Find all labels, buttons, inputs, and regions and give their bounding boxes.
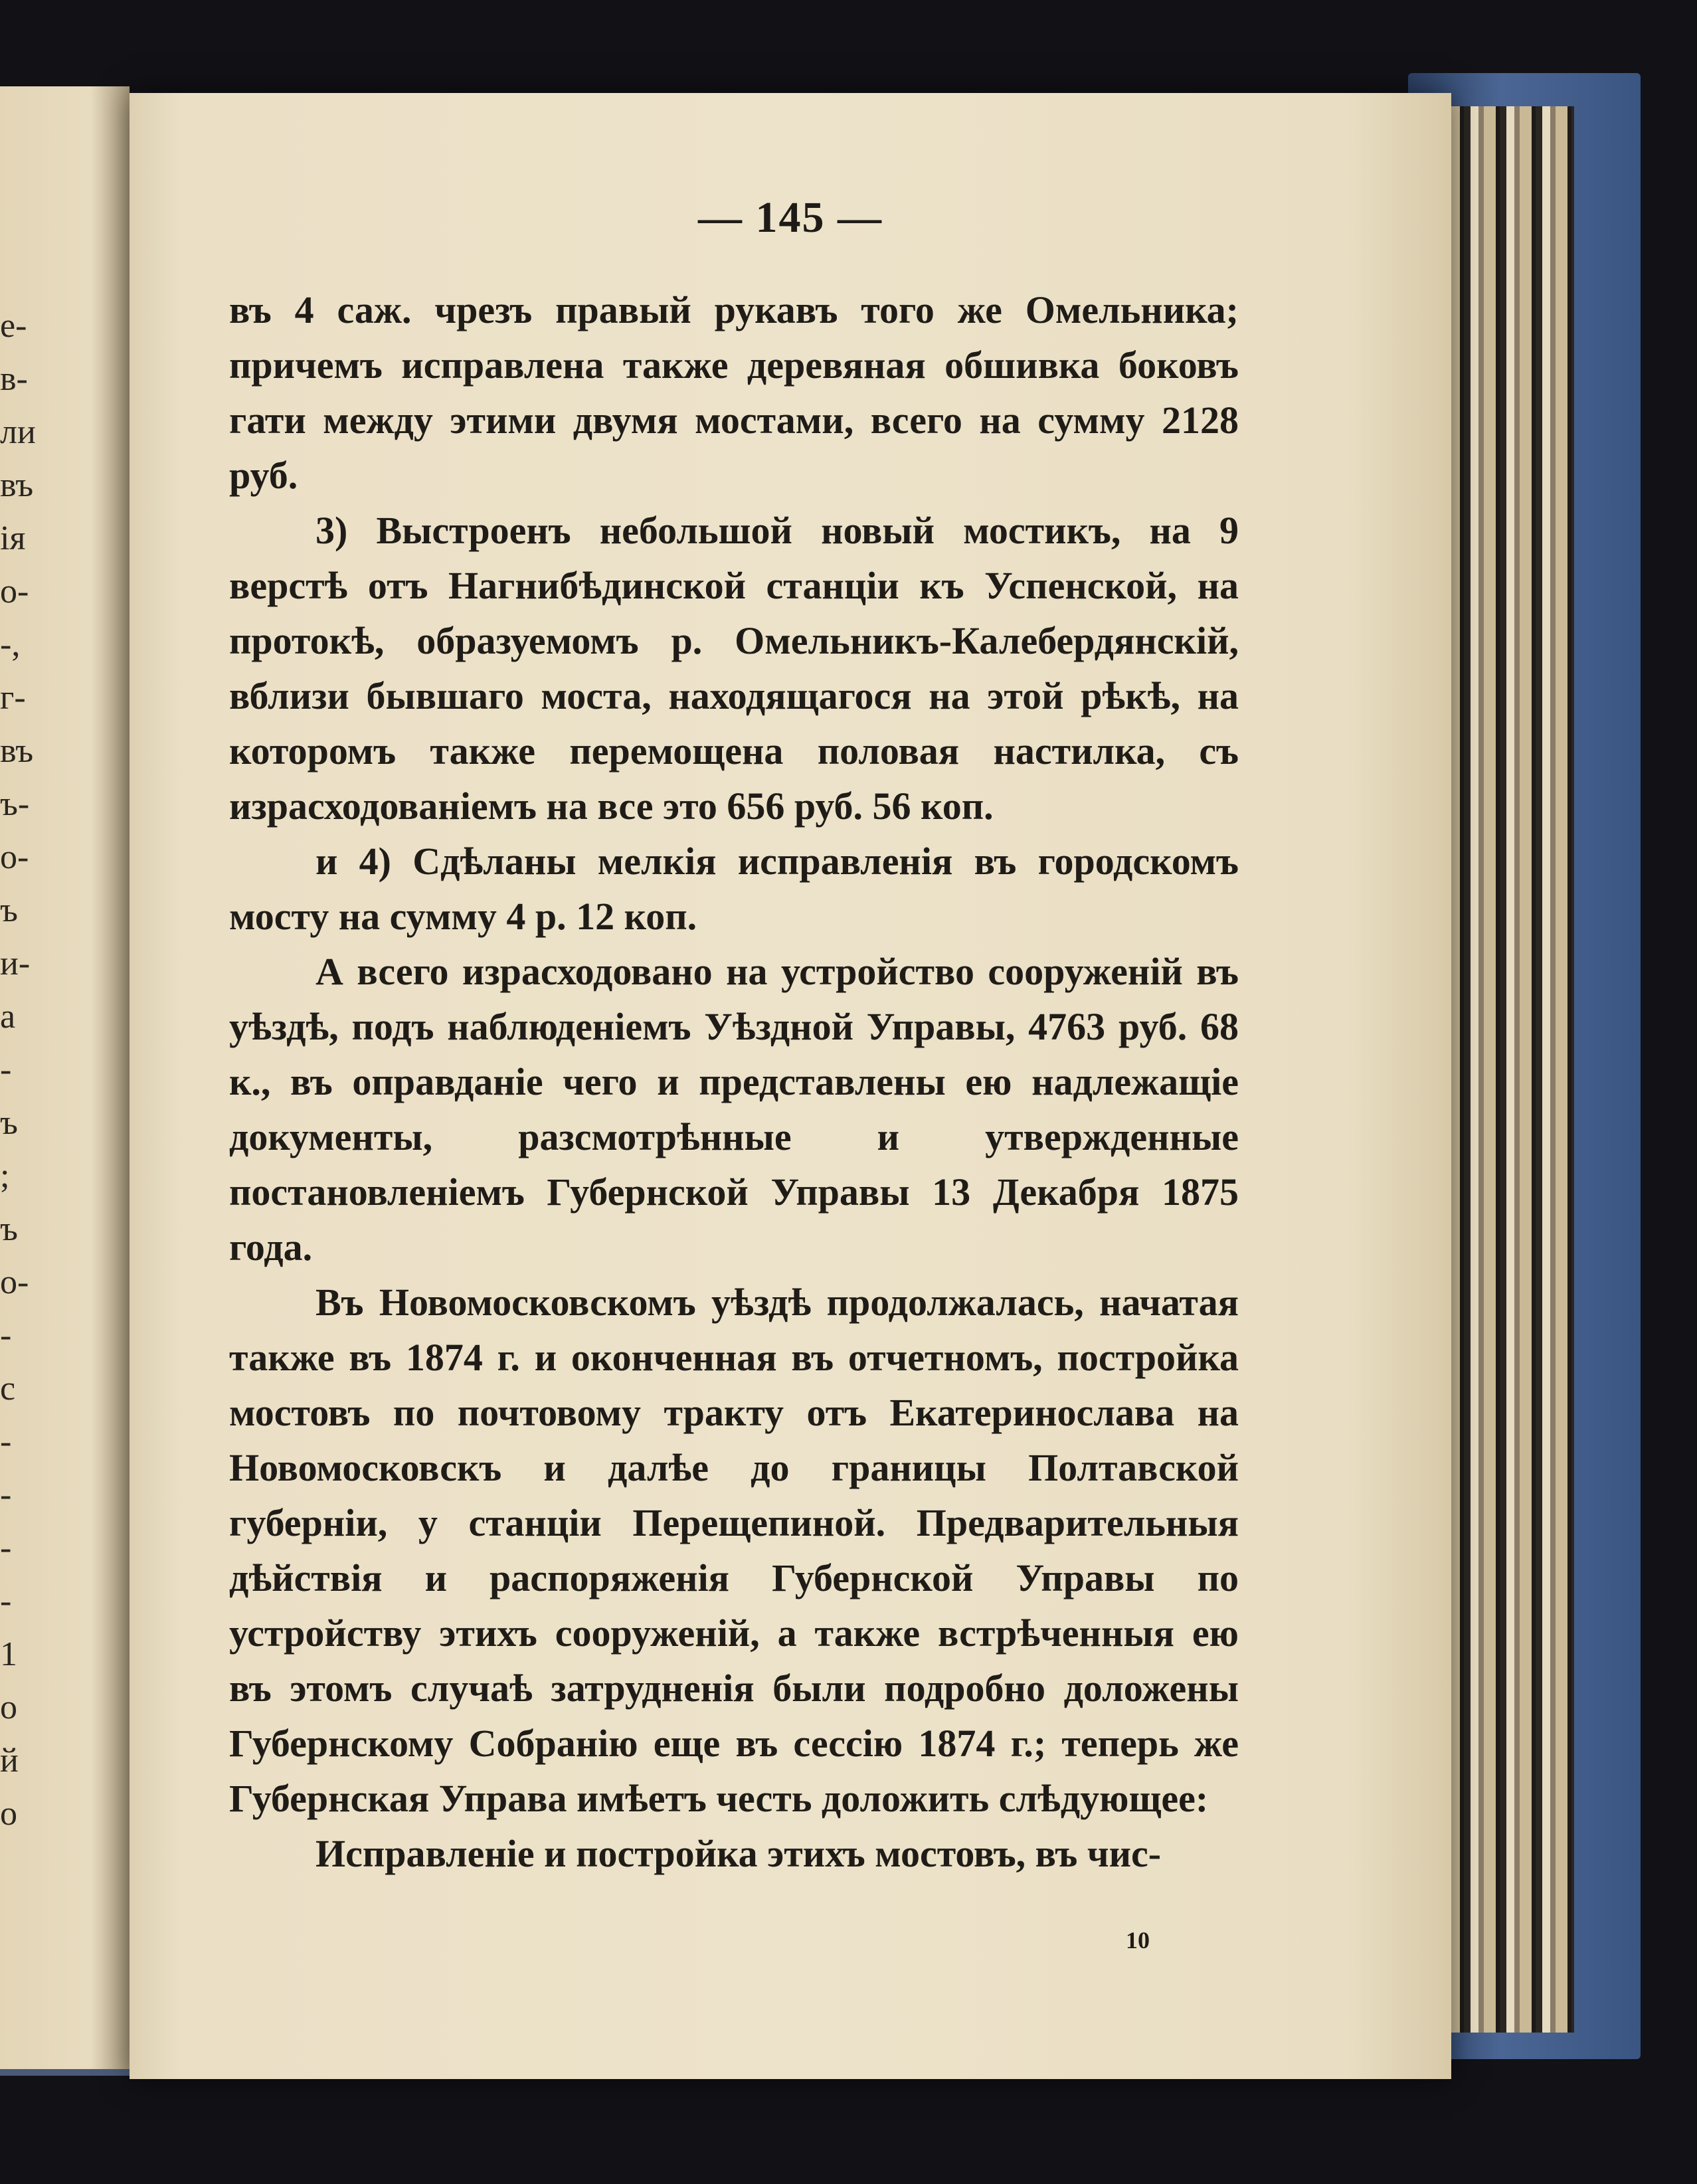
left-page-fragment: ли	[0, 413, 36, 451]
left-page-fragment: о-	[0, 838, 29, 876]
left-page-fragment: с	[0, 1370, 16, 1408]
left-page-fragment: -	[0, 1423, 12, 1461]
paragraph: Въ Новомосковскомъ уѣздѣ продолжалась, начатая также въ 1874 г. и оконченная въ отчетномъ, постройка мостовъ по почтовому тракту отъ Екатеринослава на Новомосковскъ и далѣе до границы Полтавской губерніи, у станціи Перещепиной. Предварительныя дѣйствія и распоряженія Губернской Управы по устройству этихъ сооруженій, а также встрѣченныя ею въ этомъ случаѣ затрудненія были подробно доложены Губернскому Собранію еще въ сессію 1874 г.; теперь же Губернская Управа имѣетъ честь доложить слѣдующее:	[229, 1281, 1239, 1820]
paragraph: и 4) Сдѣланы мелкія исправленія въ городскомъ мосту на сумму 4 р. 12 коп.	[229, 840, 1239, 938]
left-page-fragment: -,	[0, 626, 21, 664]
left-page-fragment: о	[0, 1688, 17, 1726]
left-page-fragment: 1	[0, 1635, 17, 1673]
left-page-fragment: ія	[0, 519, 26, 557]
paragraph: А всего израсходовано на устройство сооруженій въ уѣздѣ, подъ наблюденіемъ Уѣздной Управы, 4763 руб. 68 к., въ оправданіе чего и представлены ею надлежащіе документы, разсмотрѣнные и утвержденные постановленіемъ Губернской Управы 13 Декабря 1875 года.	[229, 950, 1239, 1269]
left-page-fragment: о-	[0, 573, 29, 610]
left-page-fragment: -	[0, 1582, 12, 1620]
left-page-fragment: ;	[0, 1157, 10, 1195]
left-page-fragment: въ	[0, 732, 34, 770]
left-page-fragment: ъ-	[0, 785, 30, 823]
left-page-fragment: г-	[0, 679, 26, 717]
paragraph: 3) Выстроенъ небольшой новый мостикъ, на 9 верстѣ отъ Нагнибѣдинской станціи къ Успенской, на протокѣ, образуемомъ р. Омельникъ-Калебердянскій, вблизи бывшаго моста, находящагося на этой рѣкѣ, на которомъ также перемощена половая настилка, съ израсходованіемъ на все это 656 руб. 56 коп.	[229, 509, 1239, 828]
left-page	[0, 86, 130, 2076]
left-page-fragment: ъ	[0, 1210, 18, 1248]
left-page-fragment: а	[0, 998, 16, 1036]
left-page-fragment: о-	[0, 1263, 29, 1301]
right-page	[130, 93, 1451, 2079]
left-page-fragment: е-	[0, 307, 27, 345]
left-page-fragment: ъ	[0, 1104, 18, 1142]
left-page-fragment: -	[0, 1317, 12, 1354]
left-page-fragment: в-	[0, 360, 28, 398]
left-page-fragment: и-	[0, 945, 31, 982]
page-number: — 145 —	[698, 193, 883, 242]
paragraph: Исправленіе и постройка этихъ мостовъ, въ чис-	[315, 1832, 1162, 1875]
paragraph: въ 4 саж. чрезъ правый рукавъ того же Омельника; причемъ исправлена также деревяная обшивка боковъ гати между этими двумя мостами, всего на сумму 2128 руб.	[229, 288, 1239, 497]
left-page-fragment: -	[0, 1476, 12, 1514]
left-page-fragment: й	[0, 1742, 19, 1779]
signature-mark: 10	[1126, 1927, 1150, 1954]
left-page-fragment: -	[0, 1529, 12, 1567]
left-page-fragment: ъ	[0, 891, 18, 929]
left-page-fragment: въ	[0, 466, 34, 504]
left-page-fragment: о	[0, 1795, 17, 1833]
body-text	[229, 282, 1239, 1881]
left-page-fragment: -	[0, 1051, 12, 1089]
